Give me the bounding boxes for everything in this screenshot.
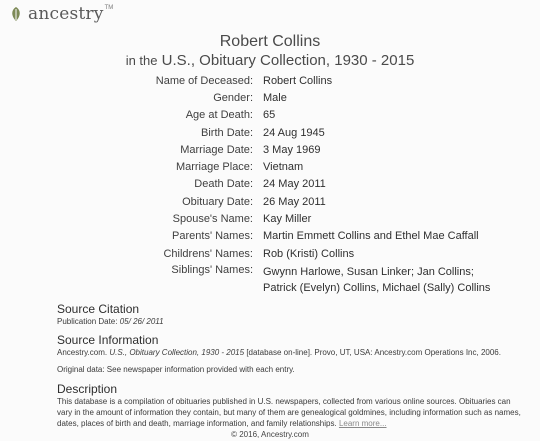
leaf-icon [8,6,24,22]
source-information-line [57,347,527,358]
record-title [0,32,540,70]
field-label: Parents' Names: [172,230,253,243]
field-value: 24 Aug 1945 [263,126,325,139]
source-line-start: Ancestry.com. [57,348,108,357]
field-value: Gwynn Harlowe, Susan Linker; Jan Collins; Patrick (Evelyn) Collins, Michael (Sally) Collins [263,266,491,295]
field-label: Marriage Date: [180,143,253,156]
description [57,382,527,429]
field-row [0,158,540,175]
field-value: Robert Collins [263,74,333,87]
description-body: This database is a compilation of obituaries published in U.S. newspapers, collected from various online sources. Obituaries can vary in the amount of information they contain, but many of them are genealogical goldmines, including information such as names, dates, places of birth and death, marriage information, and family relationships. [57,397,521,428]
ancestry-logo[interactable] [8,4,113,24]
field-value: 24 May 2011 [263,178,326,191]
field-label: Death Date: [194,178,253,191]
field-label: Siblings' Names: [171,264,253,277]
field-label: Obituary Date: [182,195,253,208]
copyright-footer: © 2016, Ancestry.com [231,430,309,439]
logo-text: ancestry [28,4,104,24]
source-line-end: [database on-line]. Provo, UT, USA: Ancestry.com Operations Inc, 2006. [246,348,501,357]
field-value: 3 May 1969 [263,143,321,156]
field-label: Gender: [213,91,253,104]
description-text [57,396,527,429]
field-value: Kay Miller [263,213,312,226]
source-citation [57,302,527,327]
field-label: Name of Deceased: [155,74,253,87]
field-label: Spouse's Name: [172,213,253,226]
field-row [0,72,540,89]
field-row [0,245,540,262]
record-name: Robert Collins [219,33,321,50]
field-label: Marriage Place: [175,161,253,174]
field-row [0,193,540,210]
collection-prefix: in the [125,53,158,68]
field-label: Childrens' Names: [163,247,253,260]
field-row [0,124,540,141]
field-value: Rob (Kristi) Collins [263,247,355,260]
description-heading: Description [57,382,118,396]
field-row [0,141,540,158]
field-value: 65 [263,109,276,122]
source-information-heading: Source Information [57,333,159,347]
field-value: 26 May 2011 [263,195,326,208]
field-label: Age at Death: [185,109,253,122]
field-row [0,89,540,106]
original-data: Original data: See newspaper information provided with each entry. [57,365,295,374]
source-information [57,333,527,375]
field-row [0,228,540,245]
collection-name: U.S., Obituary Collection, 1930 - 2015 [161,52,415,69]
source-citation-heading: Source Citation [57,302,140,316]
field-row [0,210,540,227]
field-value: Vietnam [263,161,304,174]
collection-title [0,51,540,70]
learn-more-link[interactable]: Learn more... [338,419,387,428]
source-line-collection: U.S., Obituary Collection, 1930 - 2015 [109,348,245,357]
trademark-mark: TM [104,5,114,11]
field-value: Martin Emmett Collins and Ethel Mae Caffall [263,230,479,243]
field-value: Male [263,91,287,104]
publication-date [57,316,527,327]
field-row [0,176,540,193]
publication-date-value: 05/ 26/ 2011 [119,317,164,326]
field-row [0,107,540,124]
publication-date-label: Publication Date: [57,317,118,326]
record-fields [0,72,540,296]
field-row [0,264,540,296]
field-label: Birth Date: [201,126,253,139]
